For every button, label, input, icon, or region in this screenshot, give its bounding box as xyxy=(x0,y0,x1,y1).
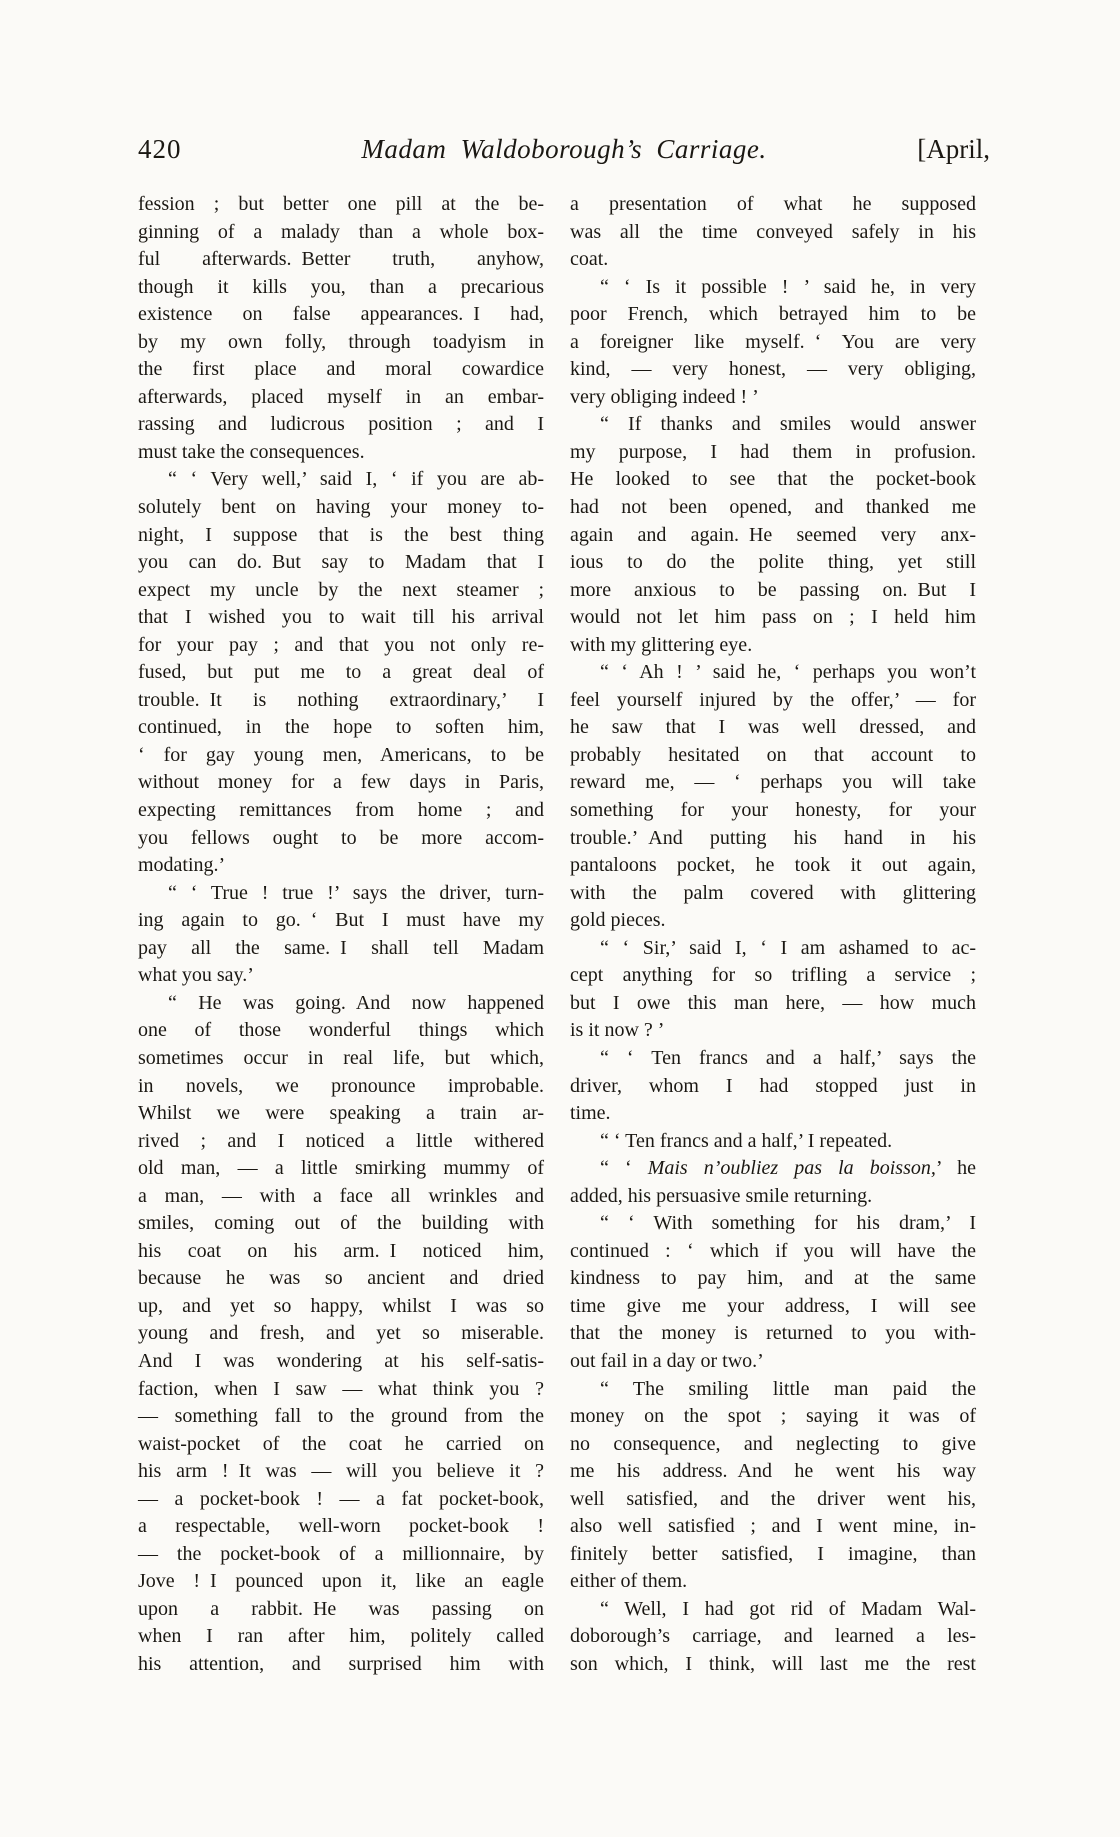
text-line: a presentation of what he supposed xyxy=(570,193,976,215)
text-line: “ ‘ With something for his dram,’ I xyxy=(600,1212,976,1235)
text-line: continued : ‘ which if you will have the xyxy=(570,1239,976,1262)
text-line: fused, but put me to a great deal of xyxy=(138,661,544,684)
text-line: “ The smiling little man paid the xyxy=(600,1377,976,1400)
text-line: — the pocket-book of a millionnaire, by xyxy=(138,1542,544,1565)
text-column-right xyxy=(570,191,976,1679)
text-line: expect my uncle by the next steamer ; xyxy=(138,578,544,601)
text-line: upon a rabbit. He was passing on xyxy=(138,1597,544,1620)
text-line: old man, — a little smirking mummy of xyxy=(138,1157,544,1180)
text-line: ing again to go. ‘ But I must have my xyxy=(138,909,544,932)
issue-date: [April, xyxy=(917,134,990,164)
text-line: kindness to pay him, and at the same xyxy=(570,1267,976,1290)
text-line: up, and yet so happy, whilst I was so xyxy=(138,1294,544,1317)
text-line: his attention, and surprised him with xyxy=(138,1652,544,1675)
text-line: He looked to see that the pocket-book xyxy=(570,468,976,491)
text-line: he saw that I was well dressed, and xyxy=(570,716,976,739)
text-line: doborough’s carriage, and learned a les- xyxy=(570,1625,976,1648)
text-line: either of them. xyxy=(570,1570,688,1593)
page-body xyxy=(138,191,976,1679)
text-line: Jove ! I pounced upon it, like an eagle xyxy=(138,1570,544,1593)
text-line: poor French, which betrayed him to be xyxy=(570,303,976,326)
text-line: cept anything for so trifling a service ; xyxy=(570,964,976,987)
text-line: more anxious to be passing on. But I xyxy=(570,578,976,601)
text-line: ginning of a malady than a whole box- xyxy=(138,220,544,243)
text-line: me his address. And he went his way xyxy=(570,1460,976,1483)
text-line: one of those wonderful things which xyxy=(138,1019,544,1042)
text-line: must take the consequences. xyxy=(138,440,365,463)
text-line: “ ‘ Is it possible ! ’ said he, in very xyxy=(600,275,976,298)
text-line: pantaloons pocket, he took it out again, xyxy=(570,854,976,877)
text-line: well satisfied, and the driver went his, xyxy=(570,1487,976,1510)
text-line: in novels, we pronounce improbable. xyxy=(138,1074,544,1097)
text-line: the first place and moral cowardice xyxy=(138,358,544,381)
text-line: continued, in the hope to soften him, xyxy=(138,716,544,739)
text-line: again and again. He seemed very anx- xyxy=(570,523,976,546)
text-line: but I owe this man here, — how much xyxy=(570,991,976,1014)
text-line: young and fresh, and yet so miserable. xyxy=(138,1322,544,1345)
running-header xyxy=(138,134,990,165)
text-line: had not been opened, and thanked me xyxy=(570,496,976,519)
page-number: 420 xyxy=(138,134,182,164)
text-line: “ ‘ Ten francs and a half,’ I repeated. xyxy=(600,1129,893,1152)
text-line: kind, — very honest, — very obliging, xyxy=(570,358,976,381)
text-line: with the palm covered with glittering xyxy=(570,881,976,904)
text-line: his coat on his arm. I noticed him, xyxy=(138,1239,544,1262)
text-line: “ He was going. And now happened xyxy=(168,991,544,1014)
text-line: existence on false appearances. I had, xyxy=(138,303,544,326)
text-line: “ ‘ True ! true !’ says the driver, turn- xyxy=(168,881,544,904)
text-line: modating.’ xyxy=(138,854,226,877)
text-line: a foreigner like myself. ‘ You are very xyxy=(570,330,976,353)
text-line: was all the time conveyed safely in his xyxy=(570,220,976,243)
text-line: when I ran after him, politely called xyxy=(138,1625,544,1648)
text-line: out fail in a day or two.’ xyxy=(570,1349,764,1372)
text-line: solutely bent on having your money to- xyxy=(138,496,544,519)
text-line: feel yourself injured by the offer,’ — for xyxy=(570,688,976,711)
text-line: finitely better satisfied, I imagine, than xyxy=(570,1542,976,1565)
text-line: money on the spot ; saying it was of xyxy=(570,1405,976,1428)
text-line: ‘ for gay young men, Americans, to be xyxy=(138,743,544,766)
text-line: reward me, — ‘ perhaps you will take xyxy=(570,771,976,794)
text-line: “ ‘ Mais n’oubliez pas la boisson,’ he xyxy=(600,1157,976,1180)
text-line: ious to do the polite thing, yet still xyxy=(570,551,976,574)
text-line: his arm ! It was — will you believe it ? xyxy=(138,1460,544,1483)
text-line: rassing and ludicrous position ; and I xyxy=(138,413,544,436)
text-line: sometimes occur in real life, but which, xyxy=(138,1046,544,1069)
text-line: for your pay ; and that you not only re- xyxy=(138,633,544,656)
text-line: “ ‘ Sir,’ said I, ‘ I am ashamed to ac- xyxy=(600,936,976,959)
text-line: pay all the same. I shall tell Madam xyxy=(138,936,544,959)
text-line: you can do. But say to Madam that I xyxy=(138,551,544,574)
text-line: also well satisfied ; and I went mine, in- xyxy=(570,1515,976,1538)
text-line: son which, I think, will last me the rest xyxy=(570,1652,976,1675)
text-line: by my own folly, through toadyism in xyxy=(138,330,544,353)
text-line: “ Well, I had got rid of Madam Wal- xyxy=(600,1597,976,1620)
text-line: smiles, coming out of the building with xyxy=(138,1212,544,1235)
text-line: And I was wondering at his self-satis- xyxy=(138,1349,544,1372)
text-line: very obliging indeed ! ’ xyxy=(570,385,759,408)
text-line: probably hesitated on that account to xyxy=(570,743,976,766)
text-line: driver, whom I had stopped just in xyxy=(570,1074,976,1097)
text-line: — a pocket-book ! — a fat pocket-book, xyxy=(138,1487,544,1510)
text-line: without money for a few days in Paris, xyxy=(138,771,544,794)
text-line: that the money is returned to you with- xyxy=(570,1322,976,1345)
text-line: a respectable, well-worn pocket-book ! xyxy=(138,1515,544,1538)
text-line: that I wished you to wait till his arrival xyxy=(138,606,544,629)
text-line: fession ; but better one pill at the be- xyxy=(138,193,544,215)
text-line: Whilst we were speaking a train ar- xyxy=(138,1102,544,1125)
text-line: gold pieces. xyxy=(570,909,666,932)
text-line: no consequence, and neglecting to give xyxy=(570,1432,976,1455)
text-line: faction, when I saw — what think you ? xyxy=(138,1377,544,1400)
text-line: waist-pocket of the coat he carried on xyxy=(138,1432,544,1455)
text-line: coat. xyxy=(570,248,609,271)
text-line: ful afterwards. Better truth, anyhow, xyxy=(138,248,544,271)
text-line: is it now ? ’ xyxy=(570,1019,665,1042)
text-line: “ ‘ Ah ! ’ said he, ‘ perhaps you won’t xyxy=(600,661,976,684)
text-column-left xyxy=(138,191,544,1679)
text-line: would not let him pass on ; I held him xyxy=(570,606,976,629)
text-line: because he was so ancient and dried xyxy=(138,1267,544,1290)
text-line: time. xyxy=(570,1102,611,1125)
text-line: added, his persuasive smile returning. xyxy=(570,1184,873,1207)
text-line: time give me your address, I will see xyxy=(570,1294,976,1317)
text-line: though it kills you, than a precarious xyxy=(138,275,544,298)
text-line: “ ‘ Very well,’ said I, ‘ if you are ab- xyxy=(168,468,544,491)
text-line: “ If thanks and smiles would answer xyxy=(600,413,976,436)
text-line: night, I suppose that is the best thing xyxy=(138,523,544,546)
text-line: my purpose, I had them in profusion. xyxy=(570,440,976,463)
running-title: Madam Waldoborough’s Carriage. xyxy=(361,134,767,164)
text-line: “ ‘ Ten francs and a half,’ says the xyxy=(600,1046,976,1069)
text-line: you fellows ought to be more accom- xyxy=(138,826,544,849)
text-line: something for your honesty, for your xyxy=(570,799,976,822)
text-line: with my glittering eye. xyxy=(570,633,753,656)
text-line: rived ; and I noticed a little withered xyxy=(138,1129,544,1152)
text-line: expecting remittances from home ; and xyxy=(138,799,544,822)
text-line: trouble. It is nothing extraordinary,’ I xyxy=(138,688,544,711)
text-line: a man, — with a face all wrinkles and xyxy=(138,1184,544,1207)
text-line: trouble.’ And putting his hand in his xyxy=(570,826,976,849)
text-line: — something fall to the ground from the xyxy=(138,1405,544,1428)
text-line: afterwards, placed myself in an embar- xyxy=(138,385,544,408)
text-line: what you say.’ xyxy=(138,964,254,987)
